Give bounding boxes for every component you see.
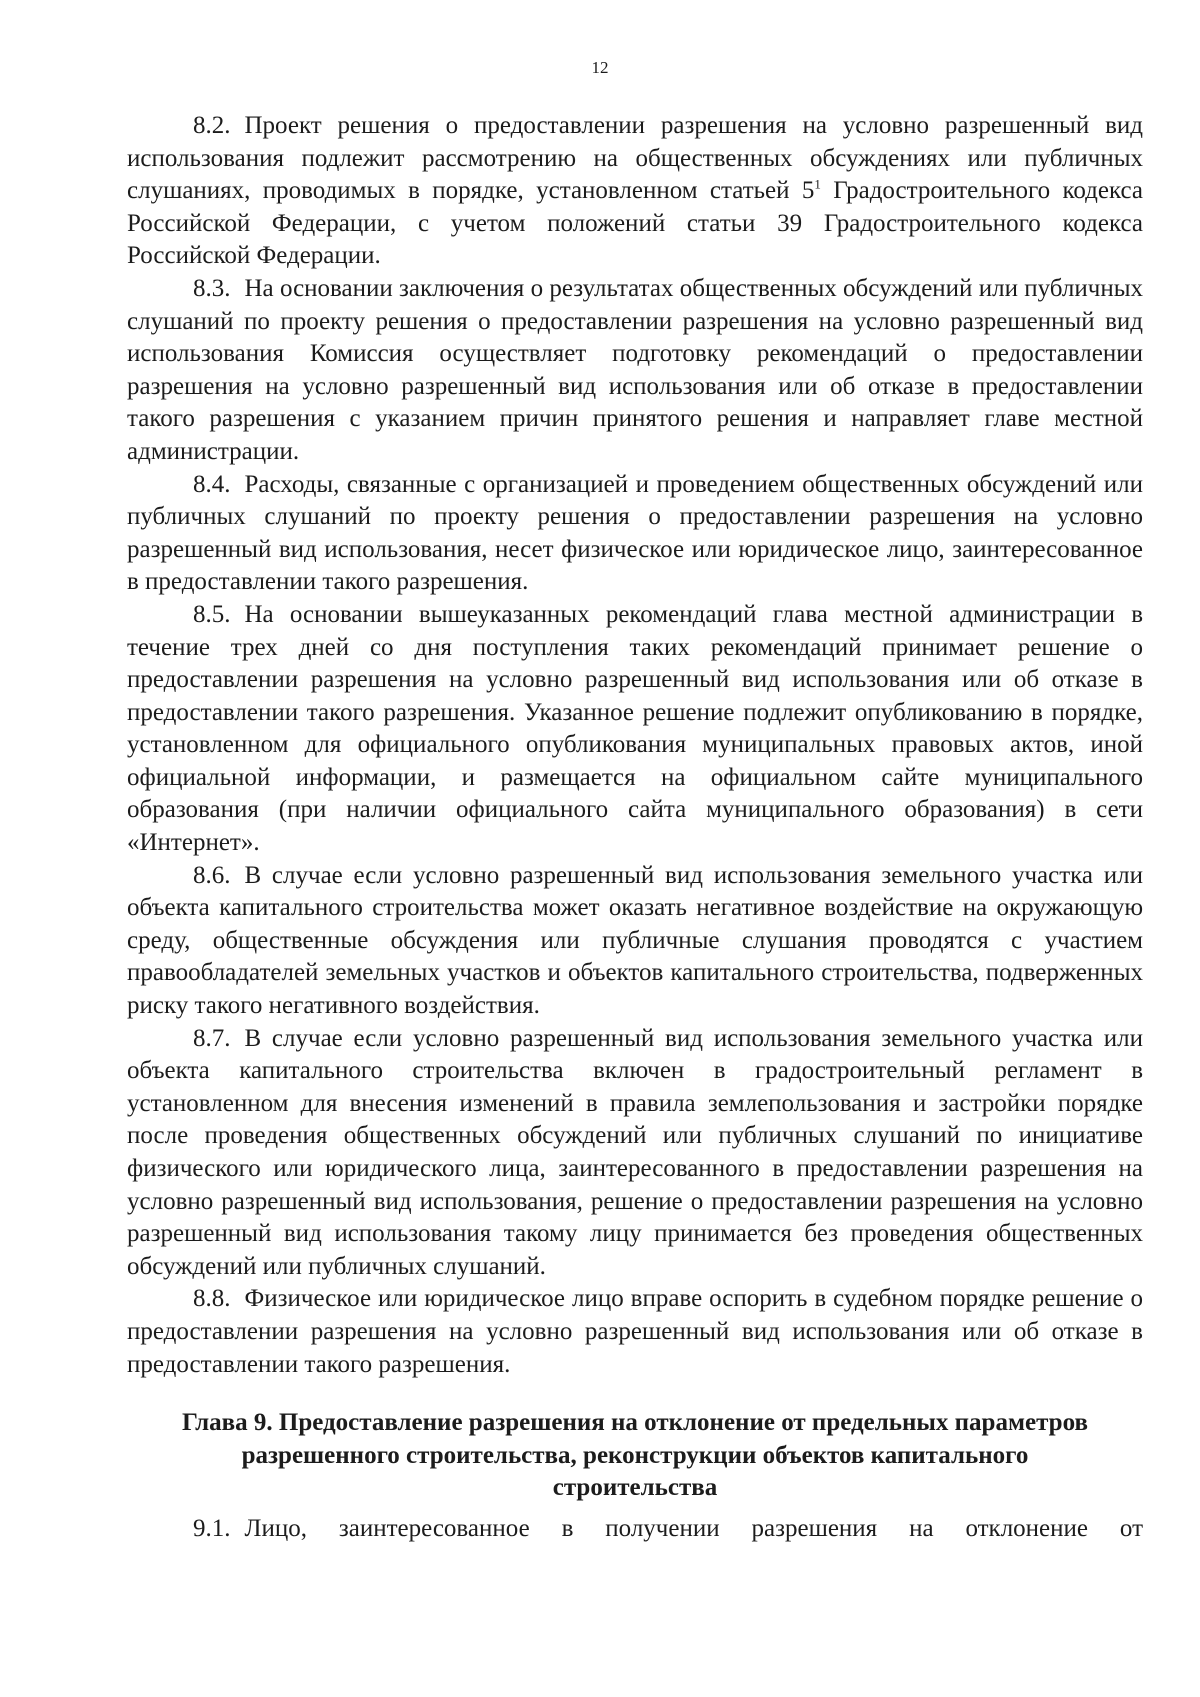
paragraph-text: Проект решения о предоставлении разрешения на условно разрешенный вид использования подлежит рассмотрению на общественных обсуждениях или публичных слушаниях, проводимых в порядке, установленном статьей 5	[127, 112, 1143, 205]
paragraph-text: Лицо, заинтересованное в получении разрешения на отклонение от	[244, 1514, 1143, 1542]
paragraph-text: На основании заключения о результатах общественных обсуждений или публичных слушаний по проекту решения о предоставлении разрешения на условно разрешенный вид использования Комиссия осуществляет подготовку рекомендаций о предоставлении разрешения на условно разрешенный вид использования или об отказе в предоставлении такого разрешения с указанием причин принятого решения и направляет главе местной администрации.	[127, 274, 1143, 465]
paragraph-number: 8.3.	[193, 274, 231, 302]
paragraph-number: 8.6.	[193, 861, 231, 889]
paragraph-number: 8.8.	[193, 1285, 231, 1313]
paragraph-text: На основании вышеуказанных рекомендаций глава местной администрации в течение трех дней со дня поступления таких рекомендаций принимает решение о предоставлении разрешения на условно разрешенный вид использования или об отказе в предоставлении такого разрешения. Указанное решение подлежит опубликованию в порядке, установленном для официального опубликования муниципальных правовых актов, иной официальной информации, и размещается на официальном сайте муниципального образования (при наличии официального сайта муниципального образования) в сети «Интернет».	[127, 600, 1143, 857]
paragraph-number: 8.2.	[193, 112, 231, 139]
paragraph-number: 9.1.	[193, 1514, 231, 1542]
paragraph-8-8	[127, 1283, 1143, 1381]
paragraph-9-1	[127, 1513, 1143, 1546]
paragraph-text: В случае если условно разрешенный вид использования земельного участка или объекта капитального строительства может оказать негативное воздействие на окружающую среду, общественные обсуждения или публичные слушания проводятся с участием правообладателей земельных участков и объектов капитального строительства, подверженных риску такого негативного воздействия.	[127, 861, 1143, 1020]
paragraph-text: Физическое или юридическое лицо вправе оспорить в судебном порядке решение о предоставлении разрешения на условно разрешенный вид использования или об отказе в предоставлении такого разрешения.	[127, 1285, 1143, 1378]
paragraph-8-3	[127, 273, 1143, 469]
chapter-heading: Глава 9. Предоставление разрешения на отклонение от предельных параметров разрешенного строительства, реконструкции объектов капитального строительства	[182, 1409, 1088, 1502]
paragraph-8-4	[127, 469, 1143, 599]
page-number: 12	[591, 58, 609, 77]
paragraph-8-2	[127, 110, 1143, 273]
paragraph-text: Градостроительного кодекса Российской Федерации, с учетом положений статьи 39 Градостроительного кодекса Российской Федерации.	[127, 177, 1143, 270]
paragraph-number: 8.4.	[193, 470, 231, 498]
superscript: 1	[814, 176, 821, 192]
paragraph-8-5	[127, 599, 1143, 860]
paragraph-8-7	[127, 1023, 1143, 1284]
paragraph-text: Расходы, связанные с организацией и проведением общественных обсуждений или публичных слушаний по проекту решения о предоставлении разрешения на условно разрешенный вид использования, несет физическое или юридическое лицо, заинтересованное в предоставлении такого разрешения.	[127, 470, 1143, 596]
paragraph-number: 8.5.	[193, 600, 231, 628]
document-body	[127, 110, 1143, 1546]
paragraph-text: В случае если условно разрешенный вид использования земельного участка или объекта капитального строительства включен в градостроительный регламент в установленном для внесения изменений в правила землепользования и застройки порядке после проведения общественных обсуждений или публичных слушаний по инициативе физического или юридического лица, заинтересованного в предоставлении разрешения на условно разрешенный вид использования, решение о предоставлении разрешения на условно разрешенный вид использования такому лицу принимается без проведения общественных обсуждений или публичных слушаний.	[127, 1024, 1143, 1280]
paragraph-number: 8.7.	[193, 1024, 231, 1052]
paragraph-8-6	[127, 860, 1143, 1023]
